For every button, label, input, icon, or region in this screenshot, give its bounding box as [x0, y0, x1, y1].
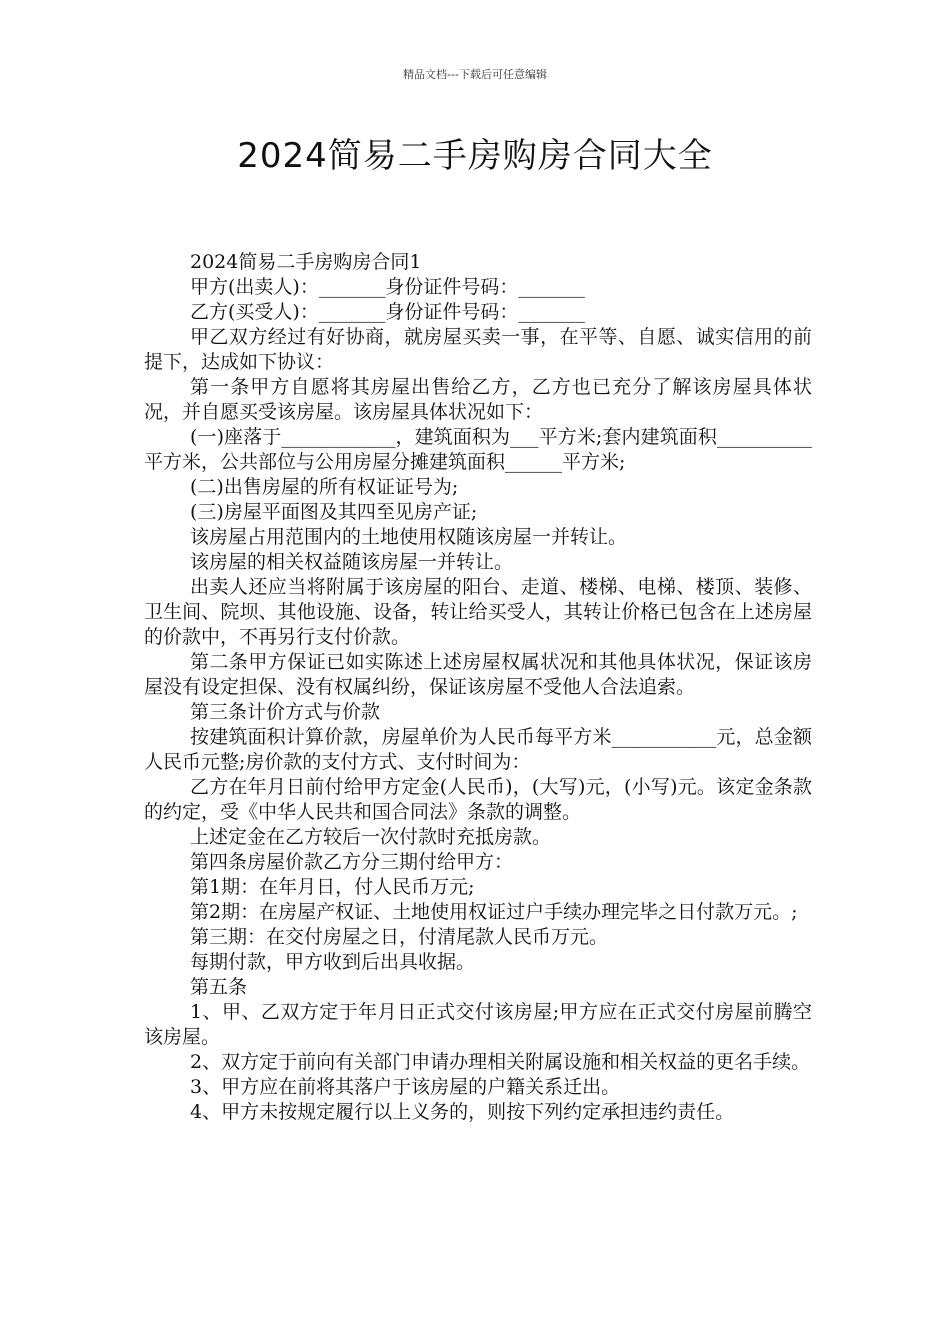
- paragraph: 该房屋的相关权益随该房屋一并转让。: [190, 551, 514, 573]
- paragraph: 4、甲方未按规定履行以上义务的，则按下列约定承担违约责任。: [190, 1101, 735, 1123]
- paragraph: (一)座落于____________，建筑面积为___平方米;套内建筑面积__________平方米，公共部位与公用房屋分摊建筑面积______平方米;: [144, 426, 812, 473]
- paragraph: 1、甲、乙双方定于年月日正式交付该房屋;甲方应在正式交付房屋前腾空该房屋。: [144, 1001, 812, 1048]
- paragraph: (三)房屋平面图及其四至见房产证;: [190, 501, 478, 523]
- paragraph: 2024简易二手房购房合同1: [190, 251, 422, 273]
- paragraph: 2、双方定于前向有关部门申请办理相关附属设施和相关权益的更名手续。: [190, 1051, 811, 1073]
- paragraph: 第五条: [190, 976, 248, 998]
- paragraph: (二)出售房屋的所有权证证号为;: [190, 476, 459, 498]
- header-note: 精品文档---下载后可任意编辑: [403, 68, 547, 81]
- paragraph: 上述定金在乙方较后一次付款时充抵房款。: [190, 826, 552, 848]
- paragraph: 每期付款，甲方收到后出具收据。: [190, 951, 476, 973]
- paragraph: 出卖人还应当将附属于该房屋的阳台、走道、楼梯、电梯、楼顶、装修、卫生间、院坝、其他设施、设备，转让给买受人，其转让价格已包含在上述房屋的价款中，不再另行支付价款。: [144, 576, 812, 648]
- paragraph: 该房屋占用范围内的土地使用权随该房屋一并转让。: [190, 526, 628, 548]
- paragraph: 第四条房屋价款乙方分三期付给甲方：: [190, 851, 514, 873]
- paragraph: 第三期：在交付房屋之日，付清尾款人民币万元。: [190, 926, 609, 948]
- paragraph: 甲方(出卖人)：_______身份证件号码：_______: [190, 276, 585, 298]
- paragraph: 第三条计价方式与价款: [190, 701, 381, 723]
- document-title: 2024简易二手房购房合同大全: [237, 136, 713, 176]
- paragraph: 甲乙双方经过有好协商，就房屋买卖一事，在平等、自愿、诚实信用的前提下，达成如下协议：: [144, 326, 812, 373]
- paragraph: 乙方在年月日前付给甲方定金(人民币)，(大写)元，(小写)元。该定金条款的约定，受《中华人民共和国合同法》条款的调整。: [144, 776, 812, 823]
- paragraph: 3、甲方应在前将其落户于该房屋的户籍关系迁出。: [190, 1076, 621, 1098]
- paragraph: 按建筑面积计算价款，房屋单价为人民币每平方米___________元，总金额人民币元整;房价款的支付方式、支付时间为：: [144, 726, 812, 773]
- document-body: [144, 250, 812, 1125]
- paragraph: 第二条甲方保证已如实陈述上述房屋权属状况和其他具体状况，保证该房屋没有设定担保、没有权属纠纷，保证该房屋不受他人合法追索。: [144, 651, 812, 698]
- paragraph: 第2期：在房屋产权证、土地使用权证过户手续办理完毕之日付款万元。;: [190, 901, 798, 923]
- paragraph: 第一条甲方自愿将其房屋出售给乙方，乙方也已充分了解该房屋具体状况，并自愿买受该房屋。该房屋具体状况如下：: [144, 376, 812, 423]
- paragraph: 第1期：在年月日，付人民币万元;: [190, 876, 475, 898]
- paragraph: 乙方(买受人)：_______身份证件号码：_______: [190, 301, 585, 323]
